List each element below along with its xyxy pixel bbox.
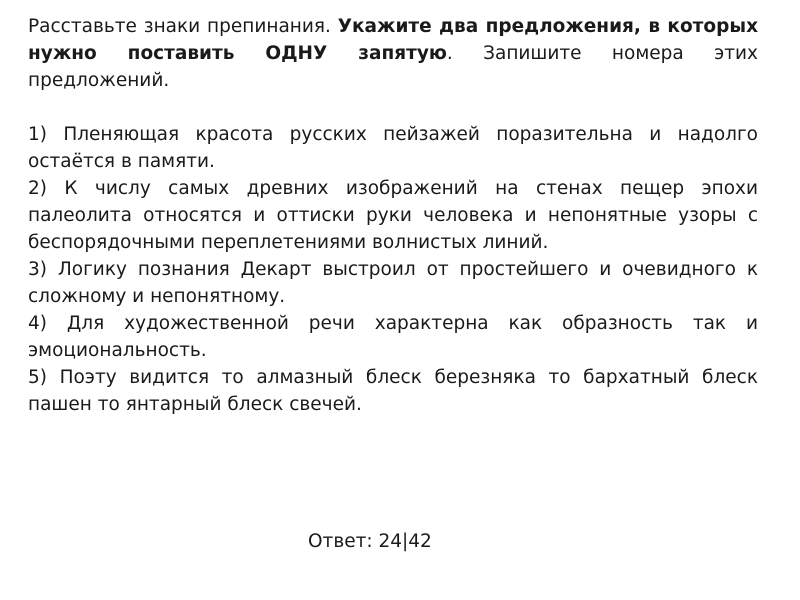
answer-text: Ответ: 24|42 [308,531,432,552]
instruction-intro: Расставьте знаки препинания. [28,16,338,37]
sentence-1: 1) Пленяющая красота русских пейзажей поразительна и надолго остаётся в памяти. [28,124,758,172]
task-instruction [28,13,758,94]
instruction-outro: . Запишите номера этих предложений. [28,43,758,91]
instruction-emphasis: Укажите два предложения, в которых нужно поставить ОДНУ запятую [28,16,759,64]
sentence-4: 4) Для художественной речи характерна как образность так и эмоциональность. [28,313,758,361]
sentence-2: 2) К числу самых древних изображений на стенах пещер эпохи палеолита относятся и оттиски руки человека и непонятные узоры с беспорядочными переплетениями волнистых линий. [28,178,758,253]
sentence-3: 3) Логику познания Декарт выстроил от простейшего и очевидного к сложному и непонятному. [28,259,758,307]
sentence-5: 5) Поэту видится то алмазный блеск березняка то бархатный блеск пашен то янтарный блеск свечей. [28,367,758,415]
paragraph-gap [28,94,758,121]
